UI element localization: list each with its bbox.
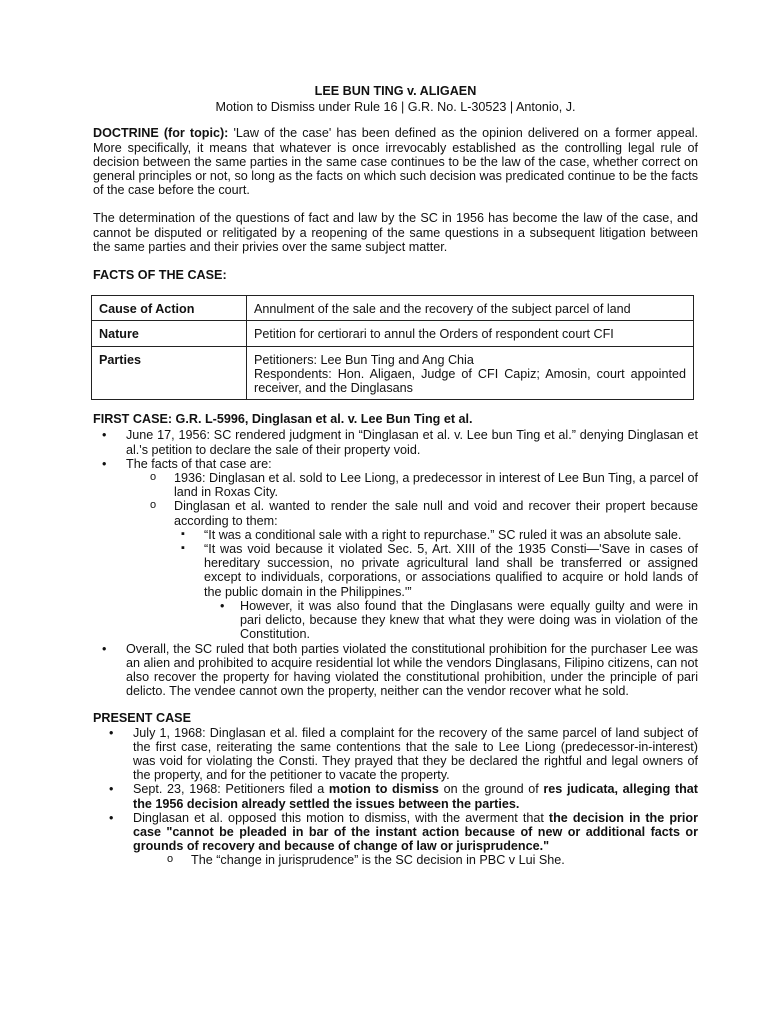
first-case-heading: FIRST CASE: G.R. L-5996, Dinglasan et al. v. Lee Bun Ting et al. <box>93 412 473 427</box>
facts-value: Annulment of the sale and the recovery of the subject parcel of land <box>247 296 694 321</box>
facts-value: Petition for certiorari to annul the Orders of respondent court CFI <box>247 321 694 346</box>
case-title: LEE BUN TING v. ALIGAEN <box>314 84 477 98</box>
doctrine-label: DOCTRINE (for topic): <box>93 126 229 141</box>
sub-list <box>177 528 698 642</box>
table-row <box>92 346 694 400</box>
list-item: • Overall, the SC ruled that both parties violated the constitutional prohibition for the purchaser Lee was an alien and prohibited to acquire residential lot while the vendors Dinglasans, Filipino citizens, can not also recover the property for having violated the constitutional prohibition, under the principle of pari delicto. The vendee cannot own the property, neither can the vendor recover what he sold. <box>93 642 698 699</box>
list-item: o 1936: Dinglasan et al. sold to Lee Liong, a predecessor in interest of Lee Bun Ting, a parcel of land in Roxas City. <box>144 471 698 499</box>
list-item-text: Dinglasan et al. wanted to render the sale null and void and recover their propert because according to them: <box>174 499 698 528</box>
case-subtitle: Motion to Dismiss under Rule 16 | G.R. No. L-30523 | Antonio, J. <box>215 100 576 115</box>
first-case-list <box>93 428 698 698</box>
list-item-text: “It was void because it violated Sec. 5, Art. XIII of the 1935 Consti—'Save in cases of hereditary succession, no private agricultural land shall be transferred or assigned except to individuals, corporations, or associations qualified to acquire or hold lands of the public domain in the Philippines.'” <box>204 542 698 599</box>
list-item <box>144 499 698 641</box>
list-item-text: on the ground of <box>438 782 544 797</box>
doctrine-paragraph <box>93 126 698 197</box>
doctrine-text: 'Law of the case' has been defined as the opinion delivered on a former appeal. More specifically, it means that whatever is once irrevocably established as the controlling legal rule of decision between the same parties in the same case continues to be the law of the case, whether correct on general principles or not, so long as the facts on which such decision was predicated continue to be the facts of the case before the court. <box>93 126 698 198</box>
respondents-line: Respondents: Hon. Aligaen, Judge of CFI Capiz; Amosin, court appointed receiver, and the Dinglasans <box>254 366 686 396</box>
list-item-text: Dinglasan et al. opposed this motion to dismiss, with the averment that <box>133 810 549 825</box>
list-item <box>93 782 698 810</box>
prior-case-quote: the decision in the prior case "cannot be pleaded in bar of the instant action because of new or additional facts or grounds of recovery and because of change of law or jurisprudence." <box>133 810 699 854</box>
present-case-heading: PRESENT CASE <box>93 711 191 726</box>
list-item <box>93 457 698 642</box>
list-item: • However, it was also found that the Dinglasans were equally guilty and were in pari delicto, because they knew that what they were doing was in violation of the Constitution. <box>214 599 698 642</box>
facts-heading: FACTS OF THE CASE: <box>93 268 227 283</box>
list-item-text: Sept. 23, 1968: Petitioners filed a <box>133 782 329 797</box>
list-item <box>93 811 698 868</box>
res-judicata-text: res judicata, alleging that the 1956 decision already settled the issues between the parties. <box>133 782 698 811</box>
list-item: ▪ “It was a conditional sale with a right to repurchase.” SC ruled it was an absolute sale. <box>177 528 698 542</box>
facts-key: Cause of Action <box>92 296 247 321</box>
facts-key: Parties <box>92 346 247 400</box>
list-item: o The “change in jurisprudence” is the SC decision in PBC v Lui She. <box>161 853 698 867</box>
list-item: • June 17, 1956: SC rendered judgment in “Dinglasan et al. v. Lee bun Ting et al.” denying Dinglasan et al.'s petition to declare the sale of their property void. <box>93 428 698 456</box>
facts-table <box>91 295 694 400</box>
motion-to-dismiss-text: motion to dismiss <box>328 782 439 797</box>
list-item <box>177 542 698 641</box>
facts-key: Nature <box>92 321 247 346</box>
list-item: • July 1, 1968: Dinglasan et al. filed a complaint for the recovery of the same parcel of land subject of the first case, reiterating the same contentions that the sale to Lee Liong (predecessor-in-interest) was void for violating the Consti. They prayed that they be declared the rightful and legal owners of the property, and for the petitioner to vacate the property. <box>93 726 698 783</box>
facts-value <box>247 346 694 400</box>
table-row <box>92 321 694 346</box>
table-row <box>92 296 694 321</box>
present-case-list <box>93 726 698 868</box>
sub-list <box>161 853 698 867</box>
list-item-text: The facts of that case are: <box>126 456 272 471</box>
present-case-section <box>93 711 698 867</box>
sub-list <box>144 471 698 641</box>
sub-list <box>214 599 698 642</box>
law-of-case-paragraph: The determination of the questions of fact and law by the SC in 1956 has become the law of the case, and cannot be disputed or relitigated by a reopening of the same questions in a subsequent litigation between the same parties and their privies over the same subject matter. <box>93 211 698 254</box>
petitioners-line: Petitioners: Lee Bun Ting and Ang Chia <box>254 352 474 367</box>
